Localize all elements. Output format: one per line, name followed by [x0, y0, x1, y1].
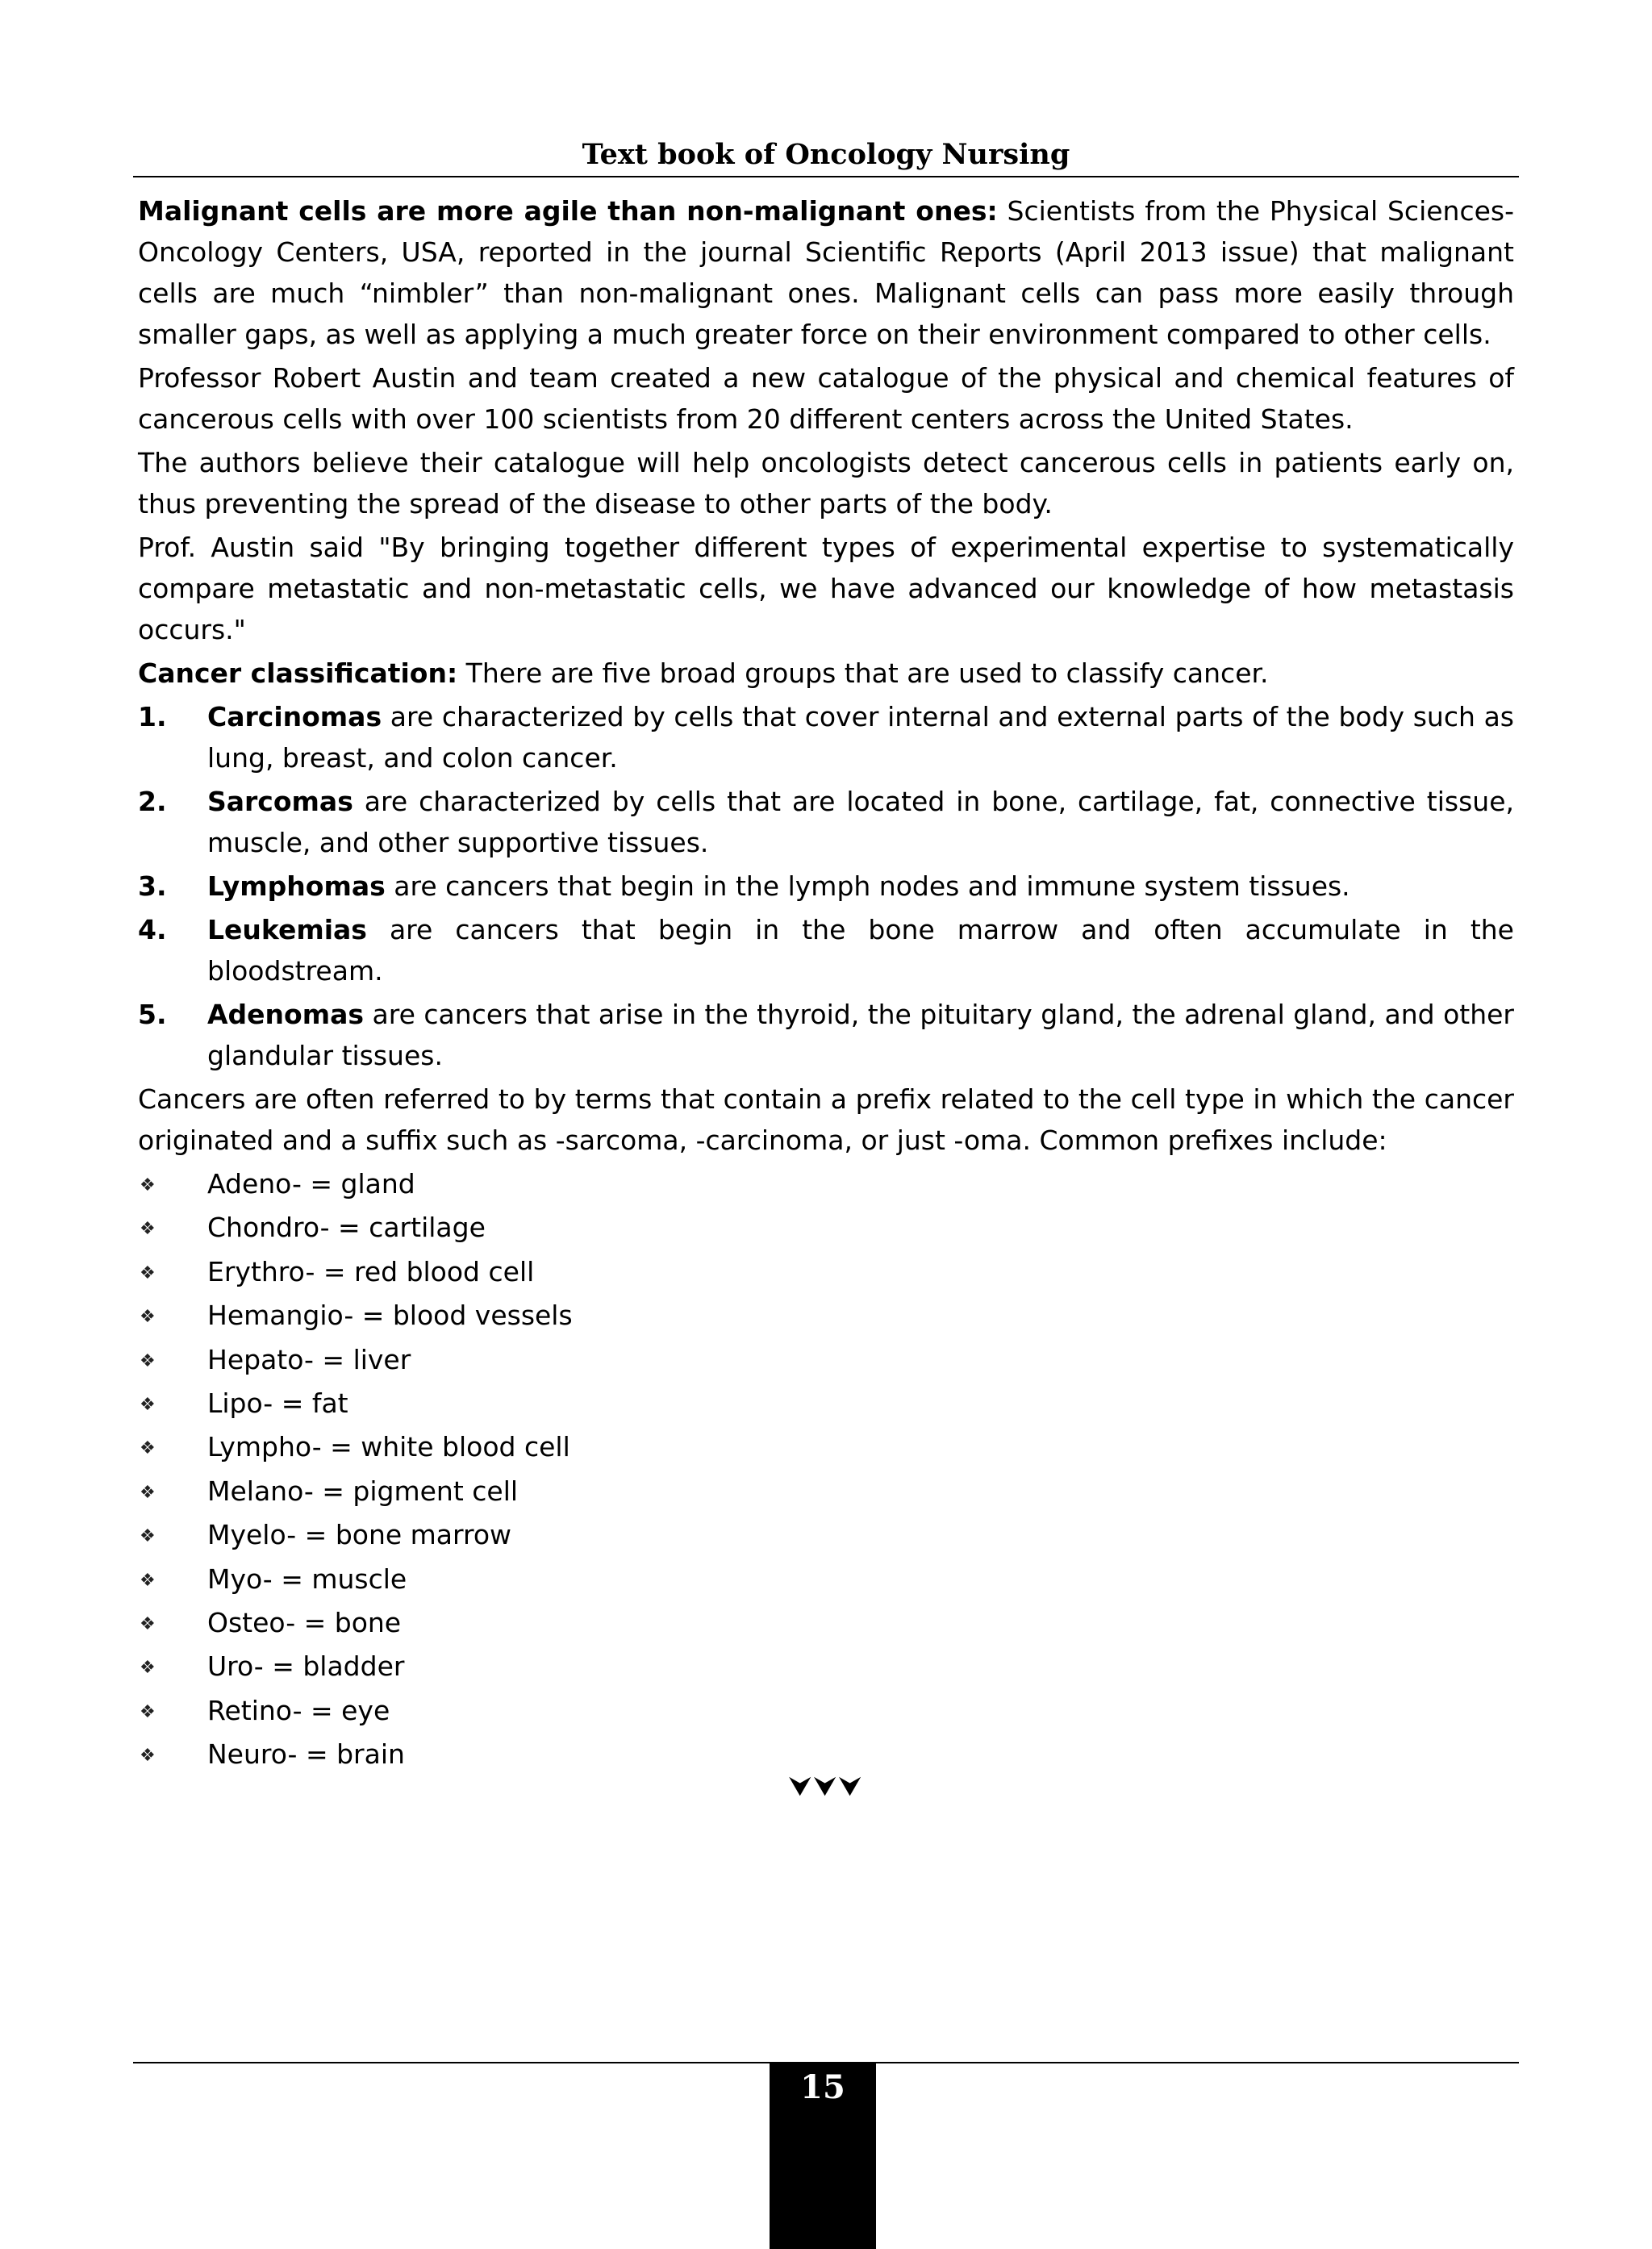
item-term: Sarcomas [207, 786, 353, 817]
list-item [138, 781, 1514, 863]
bullet-icon: ❖ [140, 1219, 156, 1240]
bullet-icon: ❖ [140, 1175, 156, 1195]
item-term: Carcinomas [207, 701, 382, 732]
prefix-text: Neuro- = brain [207, 1738, 405, 1771]
list-item [138, 1471, 1514, 1514]
list-item [138, 696, 1514, 778]
prefix-text: Hemangio- = blood vessels [207, 1300, 573, 1332]
list-item [138, 1295, 1514, 1338]
item-text: are cancers that begin in the bone marrow and often accumulate in the bloodstream. [207, 914, 1514, 987]
agile-heading: Malignant cells are more agile than non-malignant ones: [138, 195, 998, 227]
prefix-text: Erythro- = red blood cell [207, 1255, 535, 1287]
prefix-text: Hepato- = liver [207, 1343, 411, 1375]
authors-believe-paragraph: The authors believe their catalogue will help oncologists detect cancerous cells in patients early on, thus preventing the spread of the disease to other parts of the body. [138, 447, 1514, 519]
list-item [138, 1163, 1514, 1207]
list-item [138, 1251, 1514, 1295]
item-term: Adenomas [207, 999, 365, 1030]
list-item [138, 1646, 1514, 1689]
header-divider [133, 176, 1519, 177]
section-end-arrows-icon: ⮟⮟⮟ [788, 1771, 864, 1803]
bullet-icon: ❖ [140, 1526, 156, 1547]
prefix-text: Uro- = bladder [207, 1650, 405, 1683]
prefix-list [138, 1163, 1514, 1777]
list-item [138, 1558, 1514, 1602]
prefix-text: Retino- = eye [207, 1694, 390, 1726]
bullet-icon: ❖ [140, 1613, 156, 1634]
prefix-text: Lympho- = white blood cell [207, 1431, 570, 1463]
page-body [138, 190, 1514, 1777]
classification-paragraph [138, 653, 1514, 694]
prefix-text: Lipo- = fat [207, 1387, 348, 1419]
bullet-icon: ❖ [140, 1658, 156, 1679]
classification-heading: Cancer classification: [138, 657, 458, 689]
item-number: 2. [138, 786, 167, 817]
bullet-icon: ❖ [140, 1701, 156, 1722]
list-item [138, 866, 1514, 907]
item-number: 1. [138, 701, 167, 732]
page-number-tab [770, 2063, 876, 2249]
austin-team-paragraph: Professor Robert Austin and team created a new catalogue of the physical and chemical features of cancerous cells with over 100 scientists from 20 different centers across the United States. [138, 362, 1514, 435]
prefix-text: Chondro- = cartilage [207, 1212, 486, 1244]
item-text: are cancers that begin in the lymph nodes and immune system tissues. [385, 870, 1350, 902]
classification-text: There are five broad groups that are used to classify cancer. [457, 657, 1269, 689]
austin-quote-paragraph: Prof. Austin said "By bringing together different types of experimental expertise to systematically compare metastatic and non-metastatic cells, we have advanced our knowledge of how metastasis occurs." [138, 532, 1514, 645]
list-item [138, 1339, 1514, 1383]
list-item [138, 1383, 1514, 1426]
list-item [138, 1207, 1514, 1250]
prefix-text: Melano- = pigment cell [207, 1475, 519, 1507]
list-item [138, 1690, 1514, 1734]
prefix-text: Myo- = muscle [207, 1563, 407, 1595]
item-number: 5. [138, 999, 167, 1030]
bullet-icon: ❖ [140, 1438, 156, 1459]
bullet-icon: ❖ [140, 1394, 156, 1415]
prefix-text: Myelo- = bone marrow [207, 1519, 512, 1551]
bullet-icon: ❖ [140, 1482, 156, 1503]
list-item [138, 909, 1514, 991]
prefix-text: Osteo- = bone [207, 1606, 402, 1638]
running-header: Text book of Oncology Nursing [582, 138, 1070, 171]
item-number: 3. [138, 870, 167, 902]
prefix-text: Adeno- = gland [207, 1168, 415, 1200]
item-text: are cancers that arise in the thyroid, the pituitary gland, the adrenal gland, and other glandular tissues. [207, 999, 1514, 1071]
bullet-icon: ❖ [140, 1307, 156, 1328]
bullet-icon: ❖ [140, 1262, 156, 1283]
item-term: Lymphomas [207, 870, 386, 902]
classification-list [138, 696, 1514, 1076]
list-item [138, 994, 1514, 1076]
agile-text: Scientists from the Physical Sciences-Oncology Centers, USA, reported in the journal Scientific Reports (April 2013 issue) that malignant cells are much “nimbler” than non-malignant ones. Malignant cells can pass more easily through smaller gaps, as well as applying a much greater force on their environment compared to other cells. [138, 195, 1514, 350]
page-number: 15 [800, 2068, 845, 2106]
item-number: 4. [138, 914, 167, 945]
item-text: are characterized by cells that cover internal and external parts of the body such as lung, breast, and colon cancer. [207, 701, 1514, 774]
item-text: are characterized by cells that are located in bone, cartilage, fat, connective tissue, muscle, and other supportive tissues. [207, 786, 1514, 858]
list-item [138, 1426, 1514, 1470]
prefix-intro-paragraph: Cancers are often referred to by terms that contain a prefix related to the cell type in which the cancer originated and a suffix such as -sarcoma, -carcinoma, or just -oma. Common prefixes include: [138, 1083, 1514, 1156]
list-item [138, 1514, 1514, 1558]
list-item [138, 1602, 1514, 1646]
bullet-icon: ❖ [140, 1746, 156, 1767]
bullet-icon: ❖ [140, 1350, 156, 1371]
item-term: Leukemias [207, 914, 367, 945]
agile-paragraph [138, 190, 1514, 355]
bullet-icon: ❖ [140, 1570, 156, 1591]
